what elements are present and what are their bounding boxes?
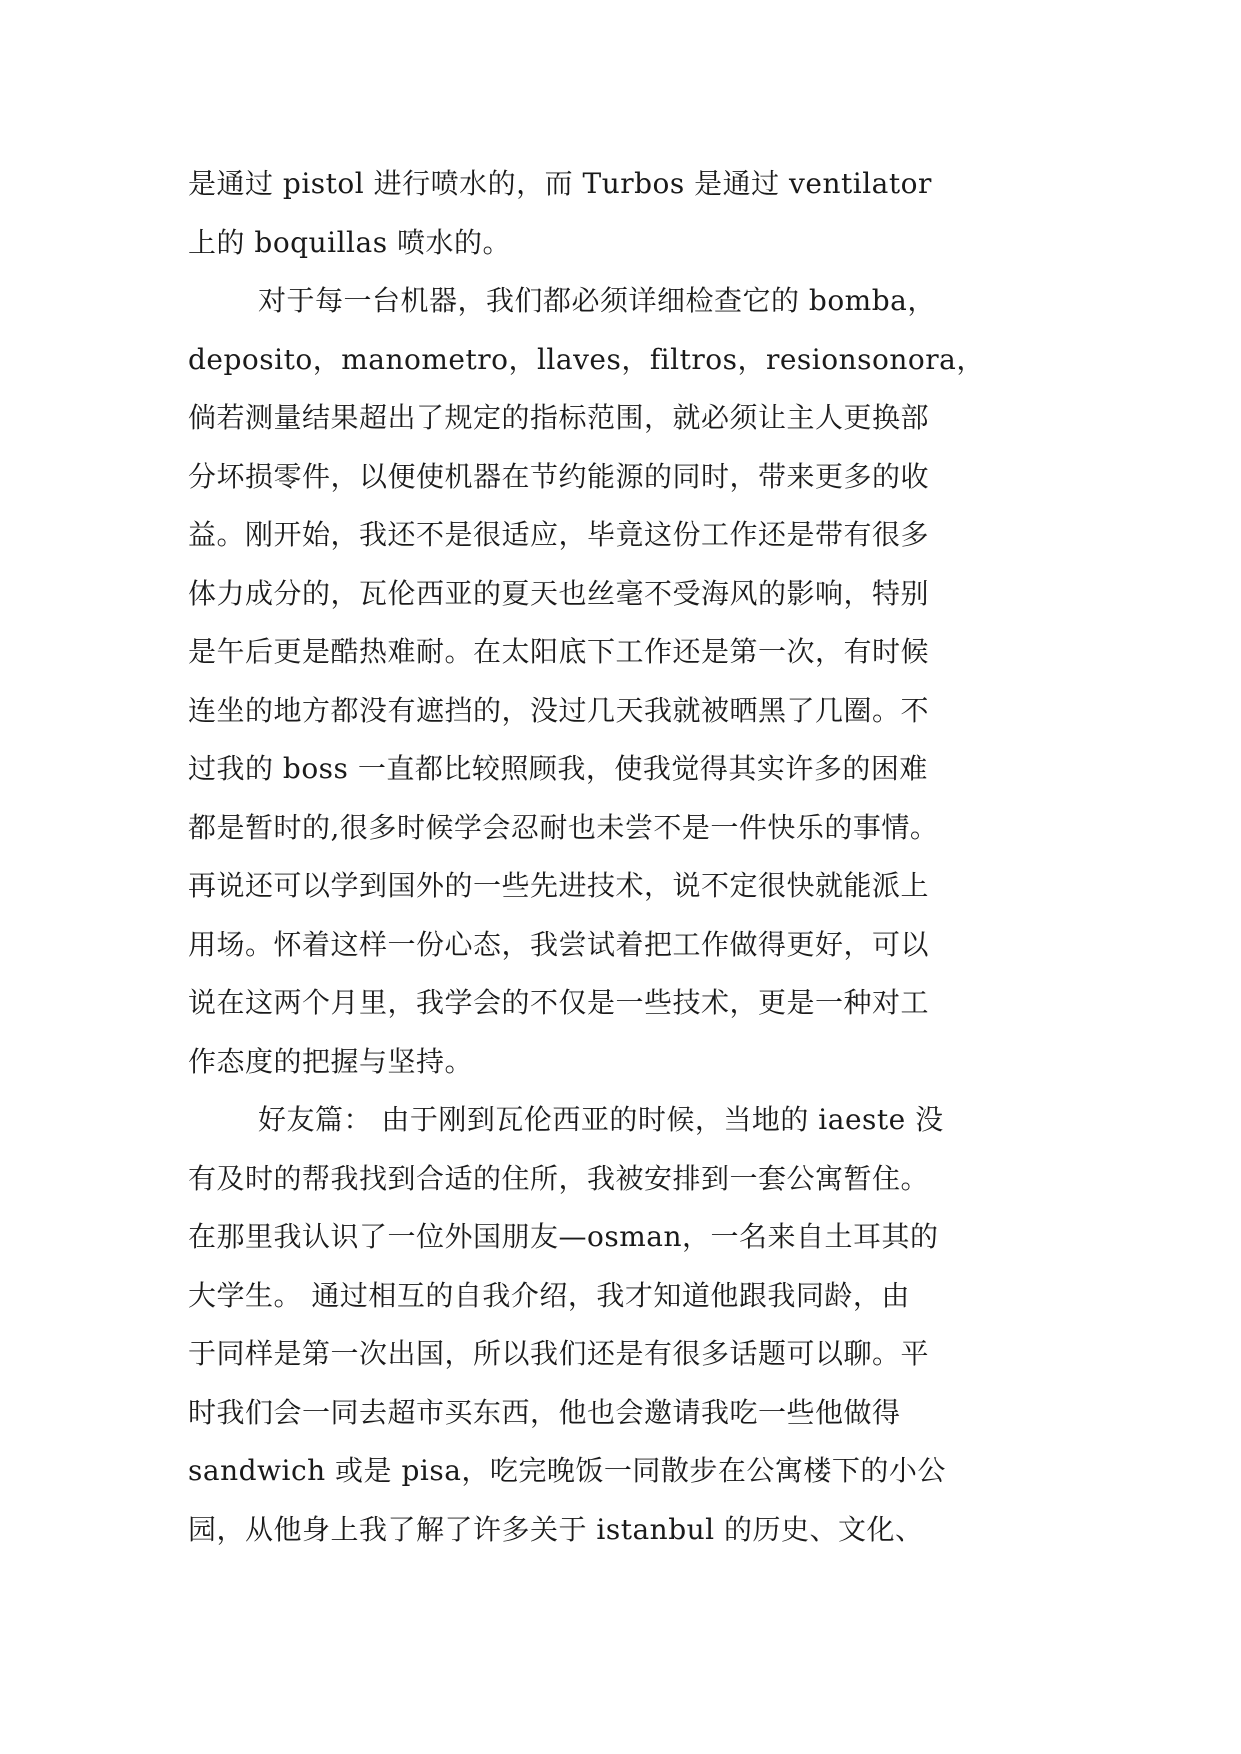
text-line: 作态度的把握与坚持。 xyxy=(188,1044,474,1078)
text-line: 倘若测量结果超出了规定的指标范围，就必须让主人更换部 xyxy=(188,401,930,434)
document-body xyxy=(188,155,1068,1559)
text-line: 园，从他身上我了解了许多关于 istanbul 的历史、文化、 xyxy=(188,1512,924,1546)
text-line: 说在这两个月里，我学会的不仅是一些技术，更是一种对工 xyxy=(188,986,930,1019)
text-line: 再说还可以学到国外的一些先进技术，说不定很快就能派上 xyxy=(188,869,930,902)
text-line: 上的 boquillas 喷水的。 xyxy=(188,225,511,259)
text-line: 是通过 pistol 进行喷水的，而 Turbos 是通过 ventilator xyxy=(188,167,932,200)
text-line: deposito，manometro，llaves，filtros，resionsonora， xyxy=(188,342,985,376)
text-line: 过我的 boss 一直都比较照顾我，使我觉得其实许多的困难 xyxy=(188,752,928,785)
text-line: 在那里我认识了一位外国朋友—osman，一名来自土耳其的 xyxy=(188,1220,939,1253)
text-line: 于同样是第一次出国，所以我们还是有很多话题可以聊。平 xyxy=(188,1337,930,1370)
text-line: 用场。怀着这样一份心态，我尝试着把工作做得更好，可以 xyxy=(188,927,930,961)
text-line: 体力成分的，瓦伦西亚的夏天也丝毫不受海风的影响，特别 xyxy=(188,576,930,610)
text-line: 大学生。 通过相互的自我介绍，我才知道他跟我同龄，由 xyxy=(188,1278,910,1312)
text-line: 分坏损零件，以便使机器在节约能源的同时，带来更多的收 xyxy=(188,459,930,493)
text-line: 都是暂时的,很多时候学会忍耐也未尝不是一件快乐的事情。 xyxy=(188,810,939,844)
paragraph-start-line: 对于每一台机器，我们都必须详细检查它的 bomba， xyxy=(258,284,936,317)
text-line: 有及时的帮我找到合适的住所，我被安排到一套公寓暂住。 xyxy=(188,1161,930,1195)
text-line: 时我们会一同去超市买东西，他也会邀请我吃一些他做得 xyxy=(188,1395,901,1429)
text-line: 连坐的地方都没有遮挡的，没过几天我就被晒黑了几圈。不 xyxy=(188,693,930,727)
text-line: 是午后更是酷热难耐。在太阳底下工作还是第一次，有时候 xyxy=(188,635,930,668)
paragraph-start-line: 好友篇： 由于刚到瓦伦西亚的时候，当地的 iaeste 没 xyxy=(258,1103,944,1136)
text-line: 益。刚开始，我还不是很适应，毕竟这份工作还是带有很多 xyxy=(188,518,930,551)
text-line: sandwich 或是 pisa，吃完晚饭一同散步在公寓楼下的小公 xyxy=(188,1454,946,1487)
